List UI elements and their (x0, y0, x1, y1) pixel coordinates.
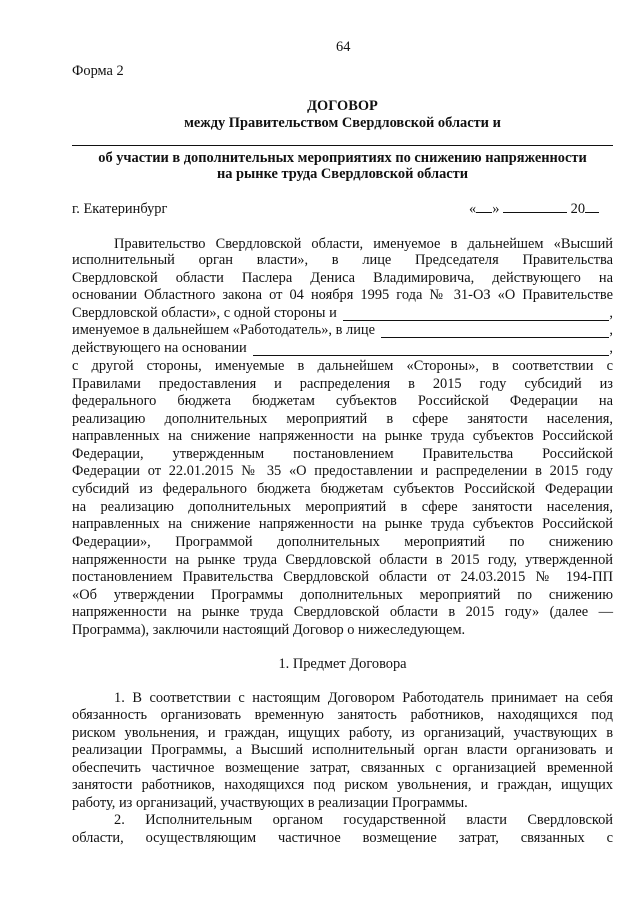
preamble-line: напряженности на рынке труда Свердловской области в 2015 году» (далее — (72, 604, 613, 620)
preamble-line: Свердловской области Паслера Дениса Владимировича, действующего на (72, 270, 613, 286)
city: г. Екатеринбург (72, 201, 168, 217)
preamble-line: реализацию дополнительных мероприятий в сфере занятости населения, (72, 411, 613, 427)
subject-line-1: об участии в дополнительных мероприятиях по снижению напряженности (98, 150, 587, 166)
clause-line: реализации Программы, а Высший исполнительный орган власти организовать и (72, 742, 613, 758)
line-comma: , (609, 322, 613, 338)
date-field (469, 201, 599, 218)
clause-line: 2. Исполнительным органом государственной власти Свердловской (114, 812, 613, 828)
preamble-line: Федерации», Программой дополнительных мероприятий по снижению (72, 534, 613, 550)
preamble-line: Федерации от 22.01.2015 № 35 «О предоставлении и распределении в 2015 году (72, 463, 613, 479)
clause-line: области, осуществляющим частичное возмещение затрат, связанных с (72, 830, 613, 846)
preamble-text: Свердловской области», с одной стороны и (72, 305, 337, 321)
preamble-line: Правительство Свердловской области, именуемое в дальнейшем «Высший (114, 236, 613, 252)
preamble-line: исполнительный орган власти», в лице Председателя Правительства (72, 252, 613, 268)
preamble-line: Федерации, утвержденным постановлением Правительства Российской (72, 446, 613, 462)
section-title: 1. Предмет Договора (278, 656, 407, 672)
employer-blank[interactable] (343, 309, 610, 321)
form-label: Форма 2 (72, 63, 124, 79)
document-title: ДОГОВОР (307, 98, 378, 114)
preamble-line-employer (72, 305, 613, 321)
date-month-blank[interactable] (503, 201, 567, 213)
preamble-line: напряженности на рынке труда Свердловской области в 2015 году, утвержденной (72, 552, 613, 568)
clause-line: занятости работников, находящихся под риском увольнения, и граждан, ищущих (72, 777, 613, 793)
date-year-prefix: 20 (570, 201, 586, 217)
date-quote-open: « (469, 201, 477, 217)
date-quote-close: » (492, 201, 500, 217)
clause-line: работу, из организаций, участвующих в реализации Программы. (72, 795, 468, 811)
preamble-line: «Об утверждении Программы дополнительных мероприятий по снижению (72, 587, 613, 603)
preamble-line: направленных на снижение напряженности на рынке труда субъектов Российской (72, 516, 613, 532)
preamble-line: с другой стороны, именуемые в дальнейшем «Стороны», в соответствии с (72, 358, 613, 374)
basis-blank[interactable] (253, 344, 610, 356)
date-year-blank[interactable] (585, 201, 599, 213)
preamble-line: постановлением Правительства Свердловской области от 24.03.2015 № 194-ПП (72, 569, 613, 585)
clause-line: обеспечить частичное возмещение затрат, связанных с организацией временной (72, 760, 613, 776)
preamble-line: Программа), заключили настоящий Договор о нижеследующем. (72, 622, 466, 638)
preamble-line: направленных на снижение напряженности на рынке труда субъектов Российской (72, 428, 613, 444)
preamble-line: основании Областного закона от 04 ноября 1995 года № 31-ОЗ «О Правительстве (72, 287, 613, 303)
clause-line: обязанность организовать временную занятость работников, находящихся под (72, 707, 613, 723)
clause-line: 1. В соответствии с настоящим Договором Работодатель принимает на себя (114, 690, 613, 706)
preamble-text: действующего на основании (72, 340, 247, 356)
line-comma: , (609, 340, 613, 356)
date-day-blank[interactable] (476, 201, 492, 213)
preamble-line-basis (72, 340, 613, 356)
line-comma: , (609, 305, 613, 321)
preamble-line-representative (72, 322, 613, 338)
preamble-line: Правилами предоставления и распределения в 2015 году субсидий из (72, 376, 613, 392)
preamble-text: именуемое в дальнейшем «Работодатель», в лице (72, 322, 375, 338)
representative-blank[interactable] (381, 326, 609, 338)
document-title-parties: между Правительством Свердловской области и (184, 115, 501, 131)
page-number: 64 (336, 39, 351, 55)
preamble-line: на реализацию дополнительных мероприятий в сфере занятости населения, (72, 499, 613, 515)
clause-line: риском увольнения, и граждан, ищущих работу, из организаций, участвующих в (72, 725, 613, 741)
preamble-line: субсидий из федерального бюджета бюджетам субъектов Российской Федерации (72, 481, 613, 497)
subject-line-2: на рынке труда Свердловской области (216, 166, 469, 182)
preamble-line: федерального бюджета бюджетам субъектов Российской Федерации на (72, 393, 613, 409)
employer-name-blank[interactable] (72, 145, 613, 146)
